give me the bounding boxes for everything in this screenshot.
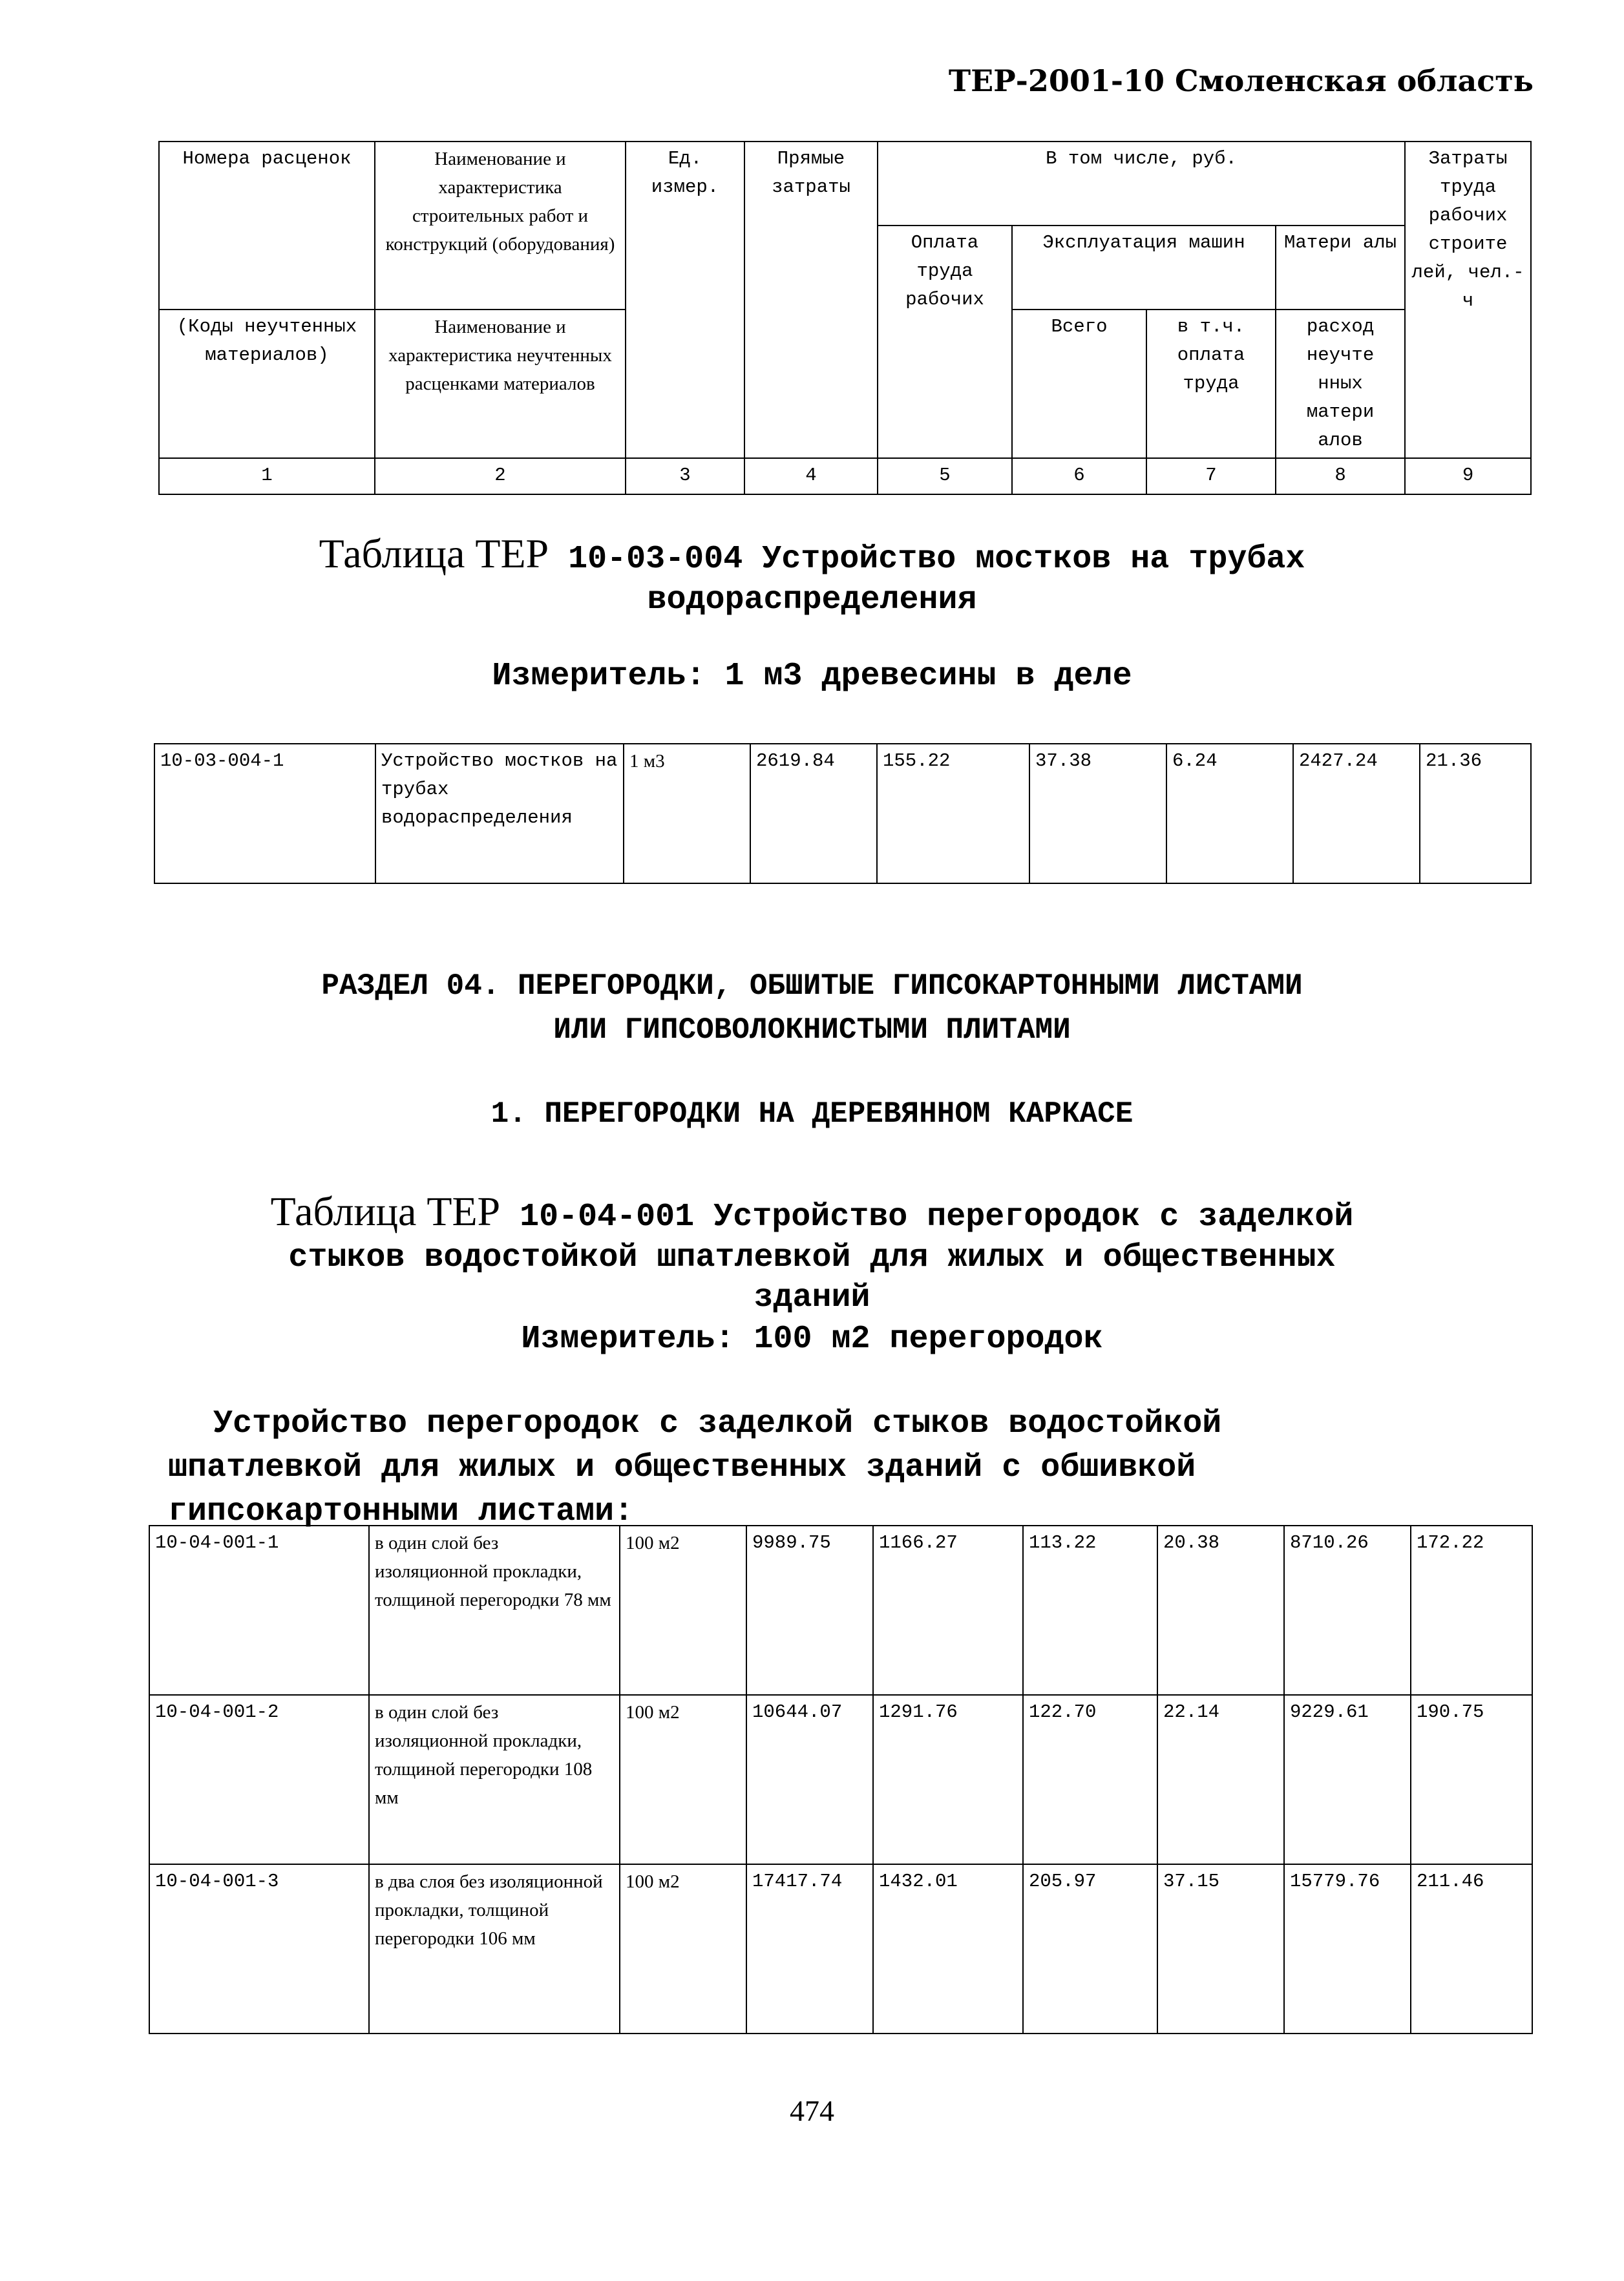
header-col1b: (Коды неучтенных материалов) (159, 310, 375, 458)
group-line: Устройство перегородок с заделкой стыков водостойкой (213, 1405, 1222, 1442)
header-num: 7 (1146, 458, 1276, 494)
cell-name: в два слоя без изоляционной прокладки, толщиной перегородки 106 мм (369, 1864, 620, 2034)
t1-prefix: Таблица ТЕР (319, 531, 549, 576)
cell-machines: 122.70 (1023, 1695, 1157, 1864)
group-line: гипсокартонными листами: (168, 1493, 634, 1530)
cell-direct: 17417.74 (746, 1864, 873, 2034)
header-col8b: расход неучте нных матери алов (1276, 310, 1405, 458)
group-line: шпатлевкой для жилых и общественных зданий с обшивкой (168, 1449, 1196, 1486)
cell-machines: 113.22 (1023, 1526, 1157, 1695)
cell-labor: 1432.01 (873, 1864, 1023, 2034)
cell-name: в один слой без изоляционной прокладки, толщиной перегородки 108 мм (369, 1695, 620, 1864)
header-num: 4 (744, 458, 878, 494)
cell-materials: 15779.76 (1284, 1864, 1411, 2034)
t2-measure: Измеритель: 100 м2 перегородок (521, 1321, 1103, 1358)
header-num: 6 (1012, 458, 1146, 494)
header-col3: Ед. измер. (626, 142, 744, 458)
header-col7: в т.ч. оплата труда (1146, 310, 1276, 458)
t1-measure: Измеритель: 1 м3 древесины в деле (492, 658, 1132, 695)
cell-code: 10-03-004-1 (154, 744, 375, 883)
cell-code: 10-04-001-1 (149, 1526, 369, 1695)
t1-title-line1 (0, 530, 1624, 578)
cell-materials: 2427.24 (1293, 744, 1420, 883)
cell-direct: 10644.07 (746, 1695, 873, 1864)
cell-machines-labor: 22.14 (1157, 1695, 1284, 1864)
section-title-line2: ИЛИ ГИПСОВОЛОКНИСТЫМИ ПЛИТАМИ (553, 1013, 1071, 1047)
header-col6: Всего (1012, 310, 1146, 458)
cell-direct: 9989.75 (746, 1526, 873, 1695)
t1-title-line2: водораспределения (647, 582, 977, 618)
cell-machines-labor: 37.15 (1157, 1864, 1284, 2034)
cell-name: Устройство мостков на трубах водораспределения (375, 744, 624, 883)
table-row (154, 744, 1531, 883)
header-col1a: Номера расценок (159, 142, 375, 310)
header-col8a: Матери алы (1276, 226, 1405, 310)
t2-title-line2: стыков водостойкой шпатлевкой для жилых и общественных (288, 1239, 1336, 1276)
column-header-table (158, 141, 1532, 495)
t2-title-line1 (0, 1188, 1624, 1235)
cell-machines-labor: 20.38 (1157, 1526, 1284, 1695)
header-num: 5 (878, 458, 1012, 494)
cell-labor: 155.22 (877, 744, 1029, 883)
t2-prefix: Таблица ТЕР (270, 1188, 501, 1234)
cell-unit: 100 м2 (620, 1526, 746, 1695)
table-10-04-001 (149, 1525, 1533, 2034)
header-col2b: Наименование и характеристика неучтенных расценками материалов (375, 310, 626, 458)
header-incl: В том числе, руб. (878, 142, 1405, 226)
header-col5: Оплата труда рабочих (878, 226, 1012, 458)
cell-direct: 2619.84 (750, 744, 877, 883)
table-row (149, 1526, 1532, 1695)
cell-unit: 1 м3 (624, 744, 750, 883)
header-col9: Затраты труда рабочих строите лей, чел.-ч (1405, 142, 1531, 458)
header-col4: Прямые затраты (744, 142, 878, 458)
cell-materials: 8710.26 (1284, 1526, 1411, 1695)
cell-name: в один слой без изоляционной прокладки, толщиной перегородки 78 мм (369, 1526, 620, 1695)
cell-labor-hours: 21.36 (1420, 744, 1531, 883)
t2-title-line3: зданий (754, 1279, 870, 1316)
t1-title: 10-03-004 Устройство мостков на трубах (568, 541, 1305, 578)
cell-machines: 37.38 (1029, 744, 1166, 883)
cell-labor: 1166.27 (873, 1526, 1023, 1695)
t2-group-description (168, 1402, 1222, 1534)
cell-machines: 205.97 (1023, 1864, 1157, 2034)
page-number: 474 (790, 2094, 834, 2127)
table-row (149, 1864, 1532, 2034)
subsection-title: 1. ПЕРЕГОРОДКИ НА ДЕРЕВЯННОМ КАРКАСЕ (490, 1097, 1134, 1131)
header-col6-7: Эксплуатация машин (1012, 226, 1276, 310)
cell-materials: 9229.61 (1284, 1695, 1411, 1864)
table-row (149, 1695, 1532, 1864)
header-num: 2 (375, 458, 626, 494)
cell-machines-labor: 6.24 (1166, 744, 1293, 883)
header-num: 9 (1405, 458, 1531, 494)
header-num: 8 (1276, 458, 1405, 494)
cell-labor-hours: 172.22 (1411, 1526, 1532, 1695)
cell-labor: 1291.76 (873, 1695, 1023, 1864)
cell-code: 10-04-001-2 (149, 1695, 369, 1864)
cell-labor-hours: 190.75 (1411, 1695, 1532, 1864)
header-num: 3 (626, 458, 744, 494)
header-col2a: Наименование и характеристика строительных работ и конструкций (оборудования) (375, 142, 626, 310)
section-title-line1: РАЗДЕЛ 04. ПЕРЕГОРОДКИ, ОБШИТЫЕ ГИПСОКАРТОННЫМИ ЛИСТАМИ (321, 969, 1303, 1003)
table-10-03-004 (154, 743, 1532, 884)
t2-title: 10-04-001 Устройство перегородок с заделкой (520, 1199, 1354, 1235)
cell-labor-hours: 211.46 (1411, 1864, 1532, 2034)
header-num: 1 (159, 458, 375, 494)
document-header-title: ТЕР-2001-10 Смоленская область (948, 63, 1534, 98)
cell-unit: 100 м2 (620, 1864, 746, 2034)
cell-code: 10-04-001-3 (149, 1864, 369, 2034)
cell-unit: 100 м2 (620, 1695, 746, 1864)
